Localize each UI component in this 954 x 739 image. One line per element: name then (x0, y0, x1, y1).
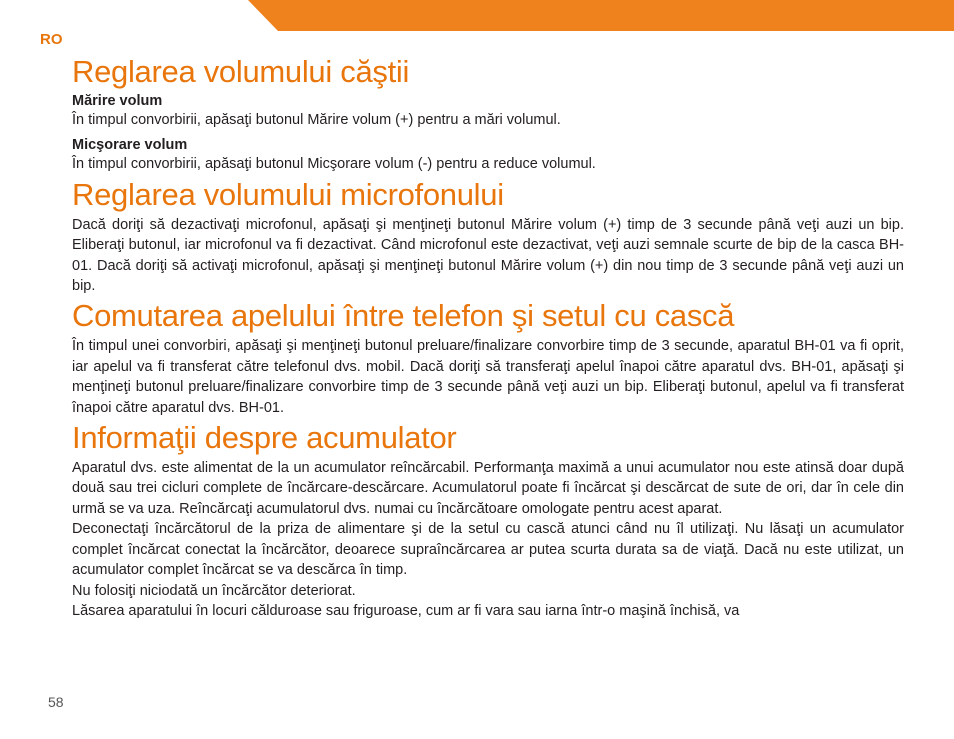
page-number: 58 (48, 694, 64, 710)
language-label: RO (40, 31, 63, 48)
paragraph-microphone: Dacă doriţi să dezactivaţi microfonul, apăsaţi şi menţineţi butonul Mărire volum (+) timp de 3 secunde până veţi auzi un bip. Eliberaţi butonul, iar microfonul va fi dezactivat. Când microfonul este dezactivat, veţi auzi semnale scurte de bip de la casca BH-01. Dacă doriţi să activaţi microfonul, apăsaţi şi menţineţi butonul Mărire volum (+) din nou timp de 3 secunde până veţi auzi un bip. (72, 216, 904, 295)
paragraph-battery-3: Nu folosiţi niciodată un încărcător deteriorat. (72, 582, 356, 599)
heading-battery-info: Informaţii despre acumulator (72, 420, 457, 456)
heading-microphone-volume: Reglarea volumului microfonului (72, 176, 504, 212)
page-content (72, 52, 904, 621)
subheading-volume-up: Mărire volum (72, 93, 163, 109)
paragraph-volume-down: În timpul convorbirii, apăsaţi butonul Micşorare volum (-) pentru a reduce volumul. (72, 156, 596, 173)
paragraph-battery-1: Aparatul dvs. este alimentat de la un acumulator reîncărcabil. Performanţa maximă a unui acumulator nou este atinsă doar după două sau trei cicluri complete de încărcare-descărcare. Acumulatorul poate fi încărcat şi descărcat de sute de ori, dar în cele din urmă se va uza. Reîncărcaţi acumulatorul dvs. numai cu încărcătoare omologate pentru acest aparat. (72, 460, 904, 517)
paragraph-battery-4: Lăsarea aparatului în locuri călduroase sau friguroase, cum ar fi vara sau iarna într-o maşină închisă, va (72, 602, 740, 619)
paragraph-call-switch: În timpul unei convorbiri, apăsaţi şi menţineţi butonul preluare/finalizare convorbire timp de 3 secunde, aparatul BH-01 va fi oprit, iar apelul va fi transferat către telefonul dvs. mobil. Dacă doriţi să transferaţi apelul înapoi către aparatul dvs. BH-01, apăsaţi şi menţineţi butonul preluare/finalizare convorbire timp de 3 secunde până veţi auzi un bip. Eliberaţi butonul, apelul va fi transferat înapoi către aparatul dvs. BH-01. (72, 338, 904, 416)
subheading-volume-down: Micşorare volum (72, 137, 188, 154)
header-band (248, 0, 954, 31)
heading-headset-volume: Reglarea volumului căştii (72, 54, 410, 89)
paragraph-volume-up: În timpul convorbirii, apăsaţi butonul Mărire volum (+) pentru a mări volumul. (72, 112, 561, 128)
paragraph-battery-2: Deconectaţi încărcătorul de la priza de alimentare şi de la setul cu cască atunci când nu îl utilizaţi. Nu lăsaţi un acumulator complet încărcat conectat la încărcător, deoarece supraîncărcarea ar putea scurta durata sa de viaţă. Dacă nu este utilizat, un acumulator complet încărcat se va descărca în timp. (72, 521, 904, 579)
heading-call-switch: Comutarea apelului între telefon şi setul cu cască (72, 298, 735, 334)
